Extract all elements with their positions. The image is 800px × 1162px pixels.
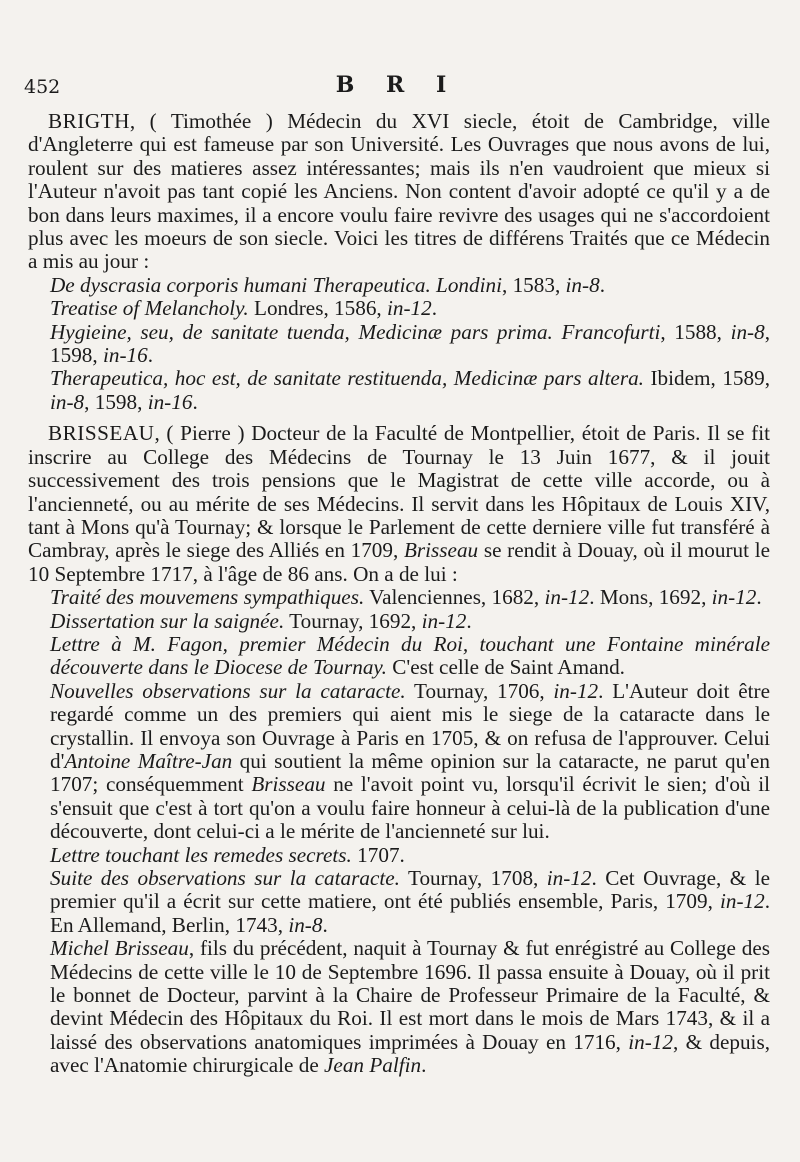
citation-paragraph bbox=[28, 297, 770, 320]
italic-text: Dissertation sur la saignée. bbox=[50, 608, 285, 633]
italic-text: Traité des mouvemens sympathiques. bbox=[50, 585, 365, 610]
italic-text: in-12 bbox=[387, 296, 432, 321]
text-span: Valenciennes, 1682, bbox=[364, 585, 545, 610]
citation-paragraph bbox=[28, 937, 770, 1077]
citation-paragraph bbox=[28, 633, 770, 680]
text-span: 1707. bbox=[351, 842, 405, 867]
entry-paragraph bbox=[28, 110, 770, 274]
citation-paragraph bbox=[28, 610, 770, 633]
italic-text: Jean Palfin bbox=[324, 1053, 422, 1078]
text-span: , 1588, bbox=[660, 319, 731, 344]
page-header bbox=[24, 70, 770, 100]
italic-text: in-12 bbox=[544, 585, 590, 610]
italic-text: in-16 bbox=[102, 343, 148, 368]
text-span: Ibidem, 1589, bbox=[643, 366, 770, 391]
citation-paragraph bbox=[28, 844, 770, 867]
text-span: Tournay, 1706, bbox=[405, 678, 554, 703]
italic-text: Brisseau bbox=[251, 772, 326, 797]
italic-text: in-8 bbox=[730, 319, 765, 344]
entry-headword: BRISSEAU bbox=[48, 421, 155, 446]
italic-text: Suite des observations sur la cataracte. bbox=[50, 866, 400, 890]
text-span: . bbox=[431, 296, 438, 321]
text-span: . bbox=[147, 343, 153, 368]
text-span: . Cet Ouvrage, & le premier qu'il a écrit sur cette matiere, ont été publiés ensemble, Paris, 1709, bbox=[50, 866, 770, 914]
citation-paragraph bbox=[28, 274, 770, 297]
text-span: . bbox=[421, 1053, 427, 1078]
italic-text: in-12 bbox=[421, 608, 467, 633]
italic-text: Nouvelles observations sur la cataracte. bbox=[50, 678, 406, 703]
text-span: , ( Pierre ) Docteur de la Faculté de Montpellier, étoit de Paris. Il se fit inscrire au College des Médecins de Tournay le 13 Juin 1677, & il jouit successivement des trois pensions que le Magistrat de cette ville accorde, ou à l'ancienneté, ou au mérite de ses Médecins. Il servit dans les Hôpitaux de Louis XIV, tant à Mons qu'à Tournay; & lorsque le Parlement de cette derniere ville fut transféré à Cambray, après le siege des Alliés en 1709, bbox=[28, 421, 770, 563]
citation-paragraph bbox=[28, 680, 770, 844]
text-span: , fils du précédent, naquit à Tournay & fut enrégistré au College des Médecins de cette ville le 10 de Septembre 1696. Il passa ensuite à Douay, où il prit le bonnet de Docteur, parvint à la Chaire de Professeur Primaire de la Faculté, & devint Médecin des Hôpitaux du Roi. Il est mort dans le mois de Mars 1743, & il a laissé des observations anatomiques imprimées à Douay en 1716, bbox=[50, 936, 770, 1054]
text-span: Tournay, 1708, bbox=[399, 866, 547, 890]
text-span: , 1583, bbox=[501, 272, 566, 297]
text-span: , 1598, bbox=[84, 389, 148, 414]
text-span: Tournay, 1692, bbox=[284, 608, 422, 633]
italic-text: in-16 bbox=[147, 389, 193, 414]
text-span: . bbox=[756, 585, 762, 610]
text-span: . L'Auteur doit être regardé comme un des premiers qui aient mis le siege de la cataracte dans le crystallin. Il envoya son Ouvrage à Paris en 1705, & on refusa de l'approuver. Celui d' bbox=[50, 678, 770, 773]
text-span: , 1598, bbox=[50, 319, 770, 368]
italic-text: in-12 bbox=[553, 678, 599, 703]
text-span: . bbox=[466, 608, 472, 633]
italic-text: Hygieine, seu, de sanitate tuenda, Medicinæ pars prima. Francofurti bbox=[50, 319, 661, 344]
italic-text: in-12 bbox=[719, 889, 765, 914]
italic-text: in-12 bbox=[711, 585, 757, 610]
italic-text: Brisseau bbox=[403, 538, 479, 563]
text-span: ne l'avoit point vu, lorsqu'il écrivit le sien; d'où il s'ensuit que c'est à tort qu'on a voulu faire honneur à celui-là de la publication d'une découverte, dont celui-ci a le mérite de l'ancienneté sur lui. bbox=[50, 772, 770, 844]
citation-paragraph bbox=[28, 321, 770, 368]
italic-text: in-12 bbox=[628, 1029, 673, 1054]
italic-text: in-8 bbox=[288, 912, 323, 937]
page-body bbox=[28, 110, 770, 1078]
text-span: . bbox=[192, 389, 198, 414]
text-span: Londres, 1586, bbox=[248, 296, 388, 321]
citation-paragraph bbox=[28, 586, 770, 609]
running-title: B R I bbox=[335, 72, 459, 98]
italic-text: Treatise of Melancholy. bbox=[50, 296, 249, 321]
text-span: . bbox=[599, 272, 605, 297]
italic-text: De dyscrasia corporis humani Therapeutica. Londini bbox=[50, 272, 502, 297]
entry-paragraph bbox=[28, 422, 770, 586]
page-number: 452 bbox=[24, 76, 61, 98]
text-span: C'est celle de Saint Amand. bbox=[386, 655, 625, 680]
entry-headword: BRIGTH bbox=[48, 109, 130, 133]
italic-text: Lettre touchant les remedes secrets. bbox=[50, 842, 352, 867]
text-span: se rendit à Douay, où il mourut le 10 Septembre 1717, à l'âge de 86 ans. On a de lui : bbox=[28, 538, 770, 586]
italic-text: Michel Brisseau bbox=[50, 936, 189, 961]
text-span: qui soutient la même opinion sur la cataracte, ne parut qu'en 1707; conséquemment bbox=[50, 748, 770, 797]
text-span: , & depuis, avec l'Anatomie chirurgicale de bbox=[50, 1029, 770, 1078]
text-span: . En Allemand, Berlin, 1743, bbox=[50, 889, 770, 937]
text-span: , ( Timothée ) Médecin du XVI siecle, étoit de Cambridge, ville d'Angleterre qui est fameuse par son Université. Les Ouvrages que nous avons de lui, roulent sur des matieres assez intéressantes; mais ils n'en vaudroient que mieux si l'Auteur n'avoit pas tant copié les Anciens. Non content d'avoir adopté ce qu'il y a de bon dans leurs maximes, il a encore voulu faire revivre des usages qui ne s'accordoient plus avec les moeurs de son siecle. Voici les titres de différens Traités que ce Médecin a mis au jour : bbox=[28, 109, 770, 274]
text-span: . Mons, 1692, bbox=[589, 585, 712, 610]
italic-text: Antoine Maître-Jan bbox=[64, 748, 233, 773]
citation-paragraph bbox=[28, 367, 770, 414]
dictionary-entry bbox=[28, 110, 770, 414]
text-span: . bbox=[322, 912, 328, 937]
italic-text: Lettre à M. Fagon, premier Médecin du Roi, touchant une Fontaine minérale découverte dans le Diocese de Tournay. bbox=[50, 631, 770, 680]
dictionary-entry bbox=[28, 422, 770, 1077]
italic-text: Therapeutica, hoc est, de sanitate restituenda, Medicinæ pars altera. bbox=[50, 366, 644, 391]
italic-text: in-12 bbox=[546, 866, 592, 890]
citation-paragraph bbox=[28, 867, 770, 937]
italic-text: in-8 bbox=[50, 389, 85, 414]
italic-text: in-8 bbox=[565, 272, 600, 297]
